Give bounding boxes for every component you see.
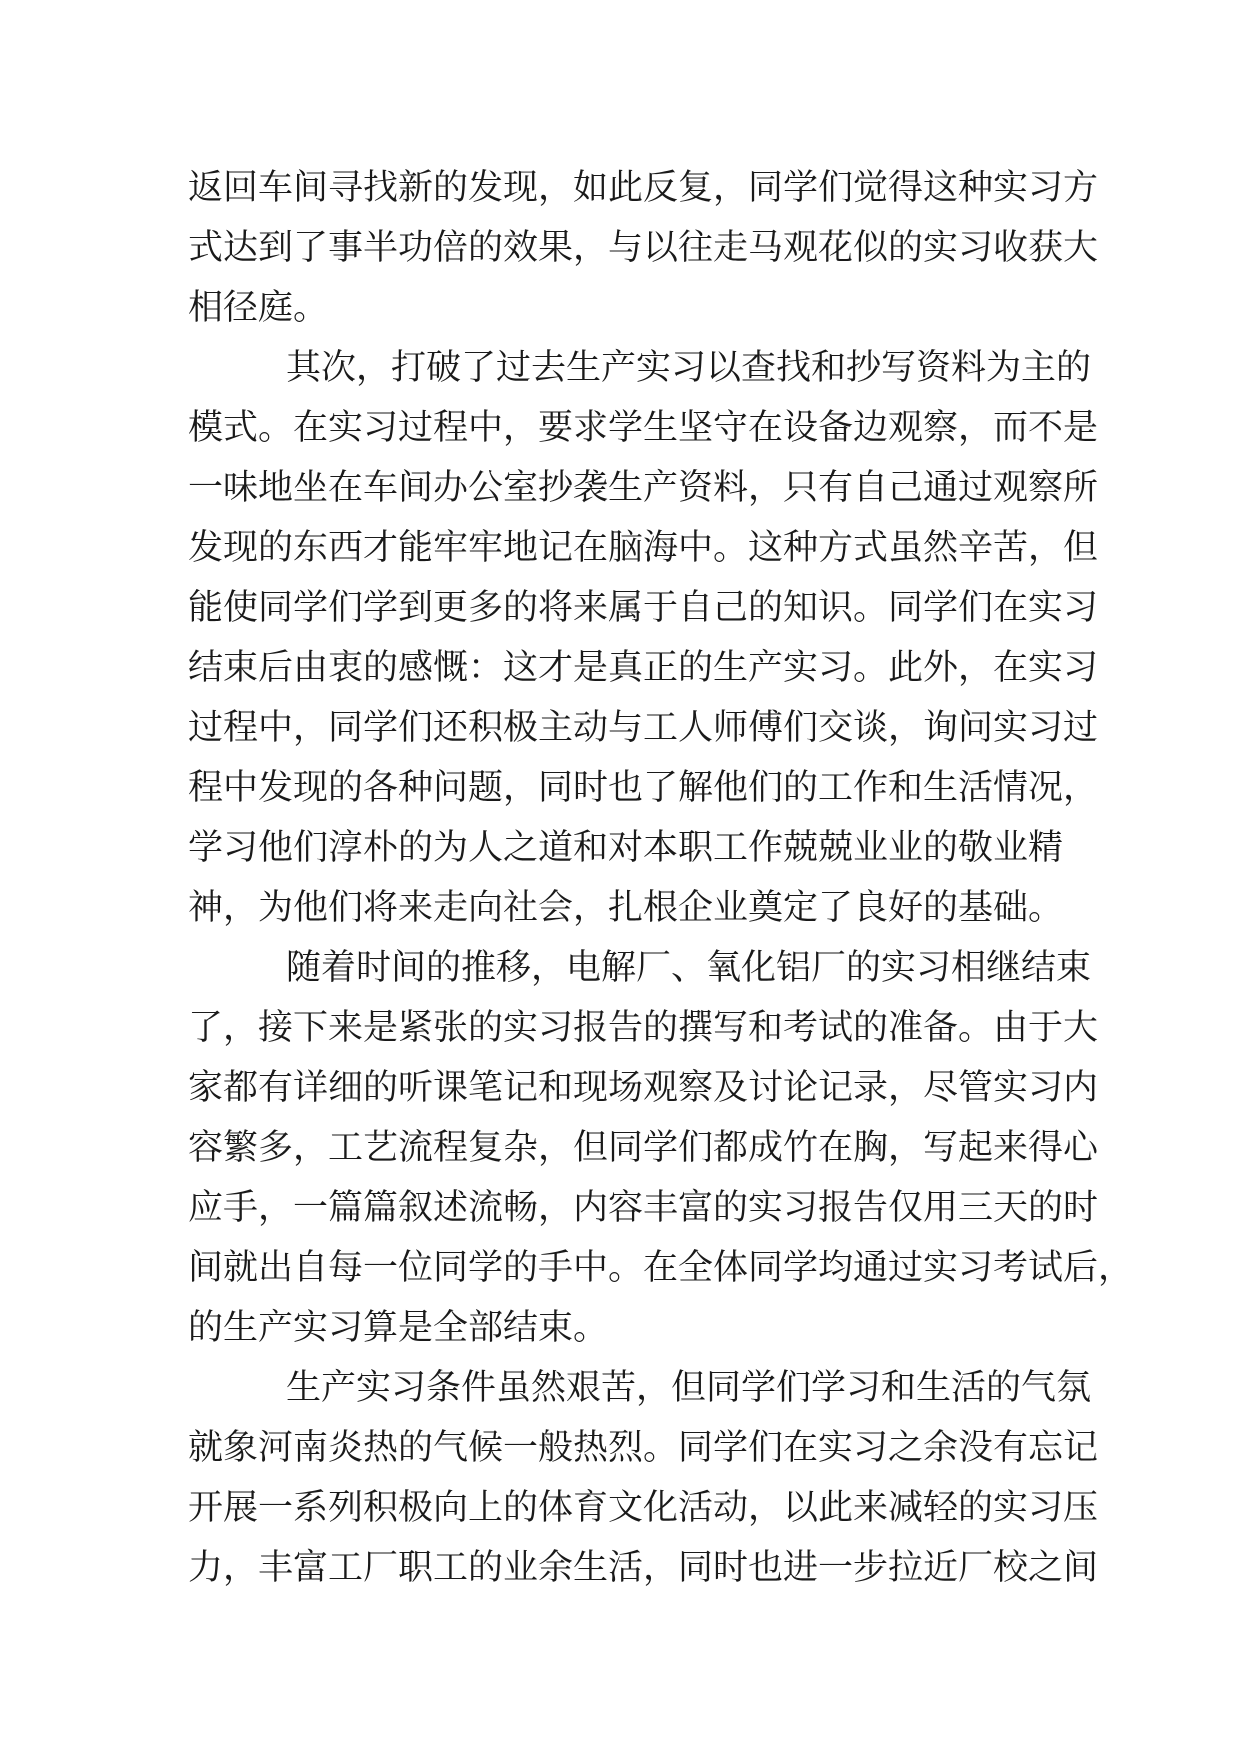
text-line: 的生产实习算是全部结束。 xyxy=(188,1308,609,1348)
text-line: 程中发现的各种问题，同时也了解他们的工作和生活情况， xyxy=(188,768,1099,808)
text-line: 家都有详细的听课笔记和现场观察及讨论记录，尽管实习内 xyxy=(188,1068,1099,1108)
text-line: 发现的东西才能牢牢地记在脑海中。这种方式虽然辛苦，但 xyxy=(188,528,1099,568)
text-line: 结束后由衷的感慨：这才是真正的生产实习。此外，在实习 xyxy=(188,648,1099,688)
paragraph-first-line: 其次，打破了过去生产实习以查找和抄写资料为主的 xyxy=(286,348,1092,388)
text-line: 式达到了事半功倍的效果，与以往走马观花似的实习收获大 xyxy=(188,228,1099,268)
text-line: 学习他们淳朴的为人之道和对本职工作兢兢业业的敬业精 xyxy=(188,828,1064,868)
text-line: 开展一系列积极向上的体育文化活动，以此来减轻的实习压 xyxy=(188,1488,1099,1528)
text-line: 能使同学们学到更多的将来属于自己的知识。同学们在实习 xyxy=(188,588,1099,628)
text-line: 神，为他们将来走向社会，扎根企业奠定了良好的基础。 xyxy=(188,888,1064,928)
paragraph-first-line: 随着时间的推移，电解厂、氧化铝厂的实习相继结束 xyxy=(286,948,1092,988)
text-line: 模式。在实习过程中，要求学生坚守在设备边观察，而不是 xyxy=(188,408,1099,448)
text-line: 力，丰富工厂职工的业余生活，同时也进一步拉近厂校之间 xyxy=(188,1548,1099,1588)
text-line: 相径庭。 xyxy=(188,288,329,328)
text-line: 应手，一篇篇叙述流畅，内容丰富的实习报告仅用三天的时 xyxy=(188,1188,1099,1228)
paragraph-first-line: 生产实习条件虽然艰苦，但同学们学习和生活的气氛 xyxy=(286,1368,1092,1408)
text-line: 一味地坐在车间办公室抄袭生产资料，只有自己通过观察所 xyxy=(188,468,1099,508)
text-line: 返回车间寻找新的发现，如此反复，同学们觉得这种实习方 xyxy=(188,168,1099,208)
text-line: 间就出自每一位同学的手中。在全体同学均通过实习考试后， xyxy=(188,1248,1134,1288)
text-line: 就象河南炎热的气候一般热烈。同学们在实习之余没有忘记 xyxy=(188,1428,1099,1468)
text-line: 容繁多，工艺流程复杂，但同学们都成竹在胸，写起来得心 xyxy=(188,1128,1099,1168)
text-line: 过程中，同学们还积极主动与工人师傅们交谈，询问实习过 xyxy=(188,708,1099,748)
text-line: 了，接下来是紧张的实习报告的撰写和考试的准备。由于大 xyxy=(188,1008,1099,1048)
body-text xyxy=(188,158,1134,1598)
